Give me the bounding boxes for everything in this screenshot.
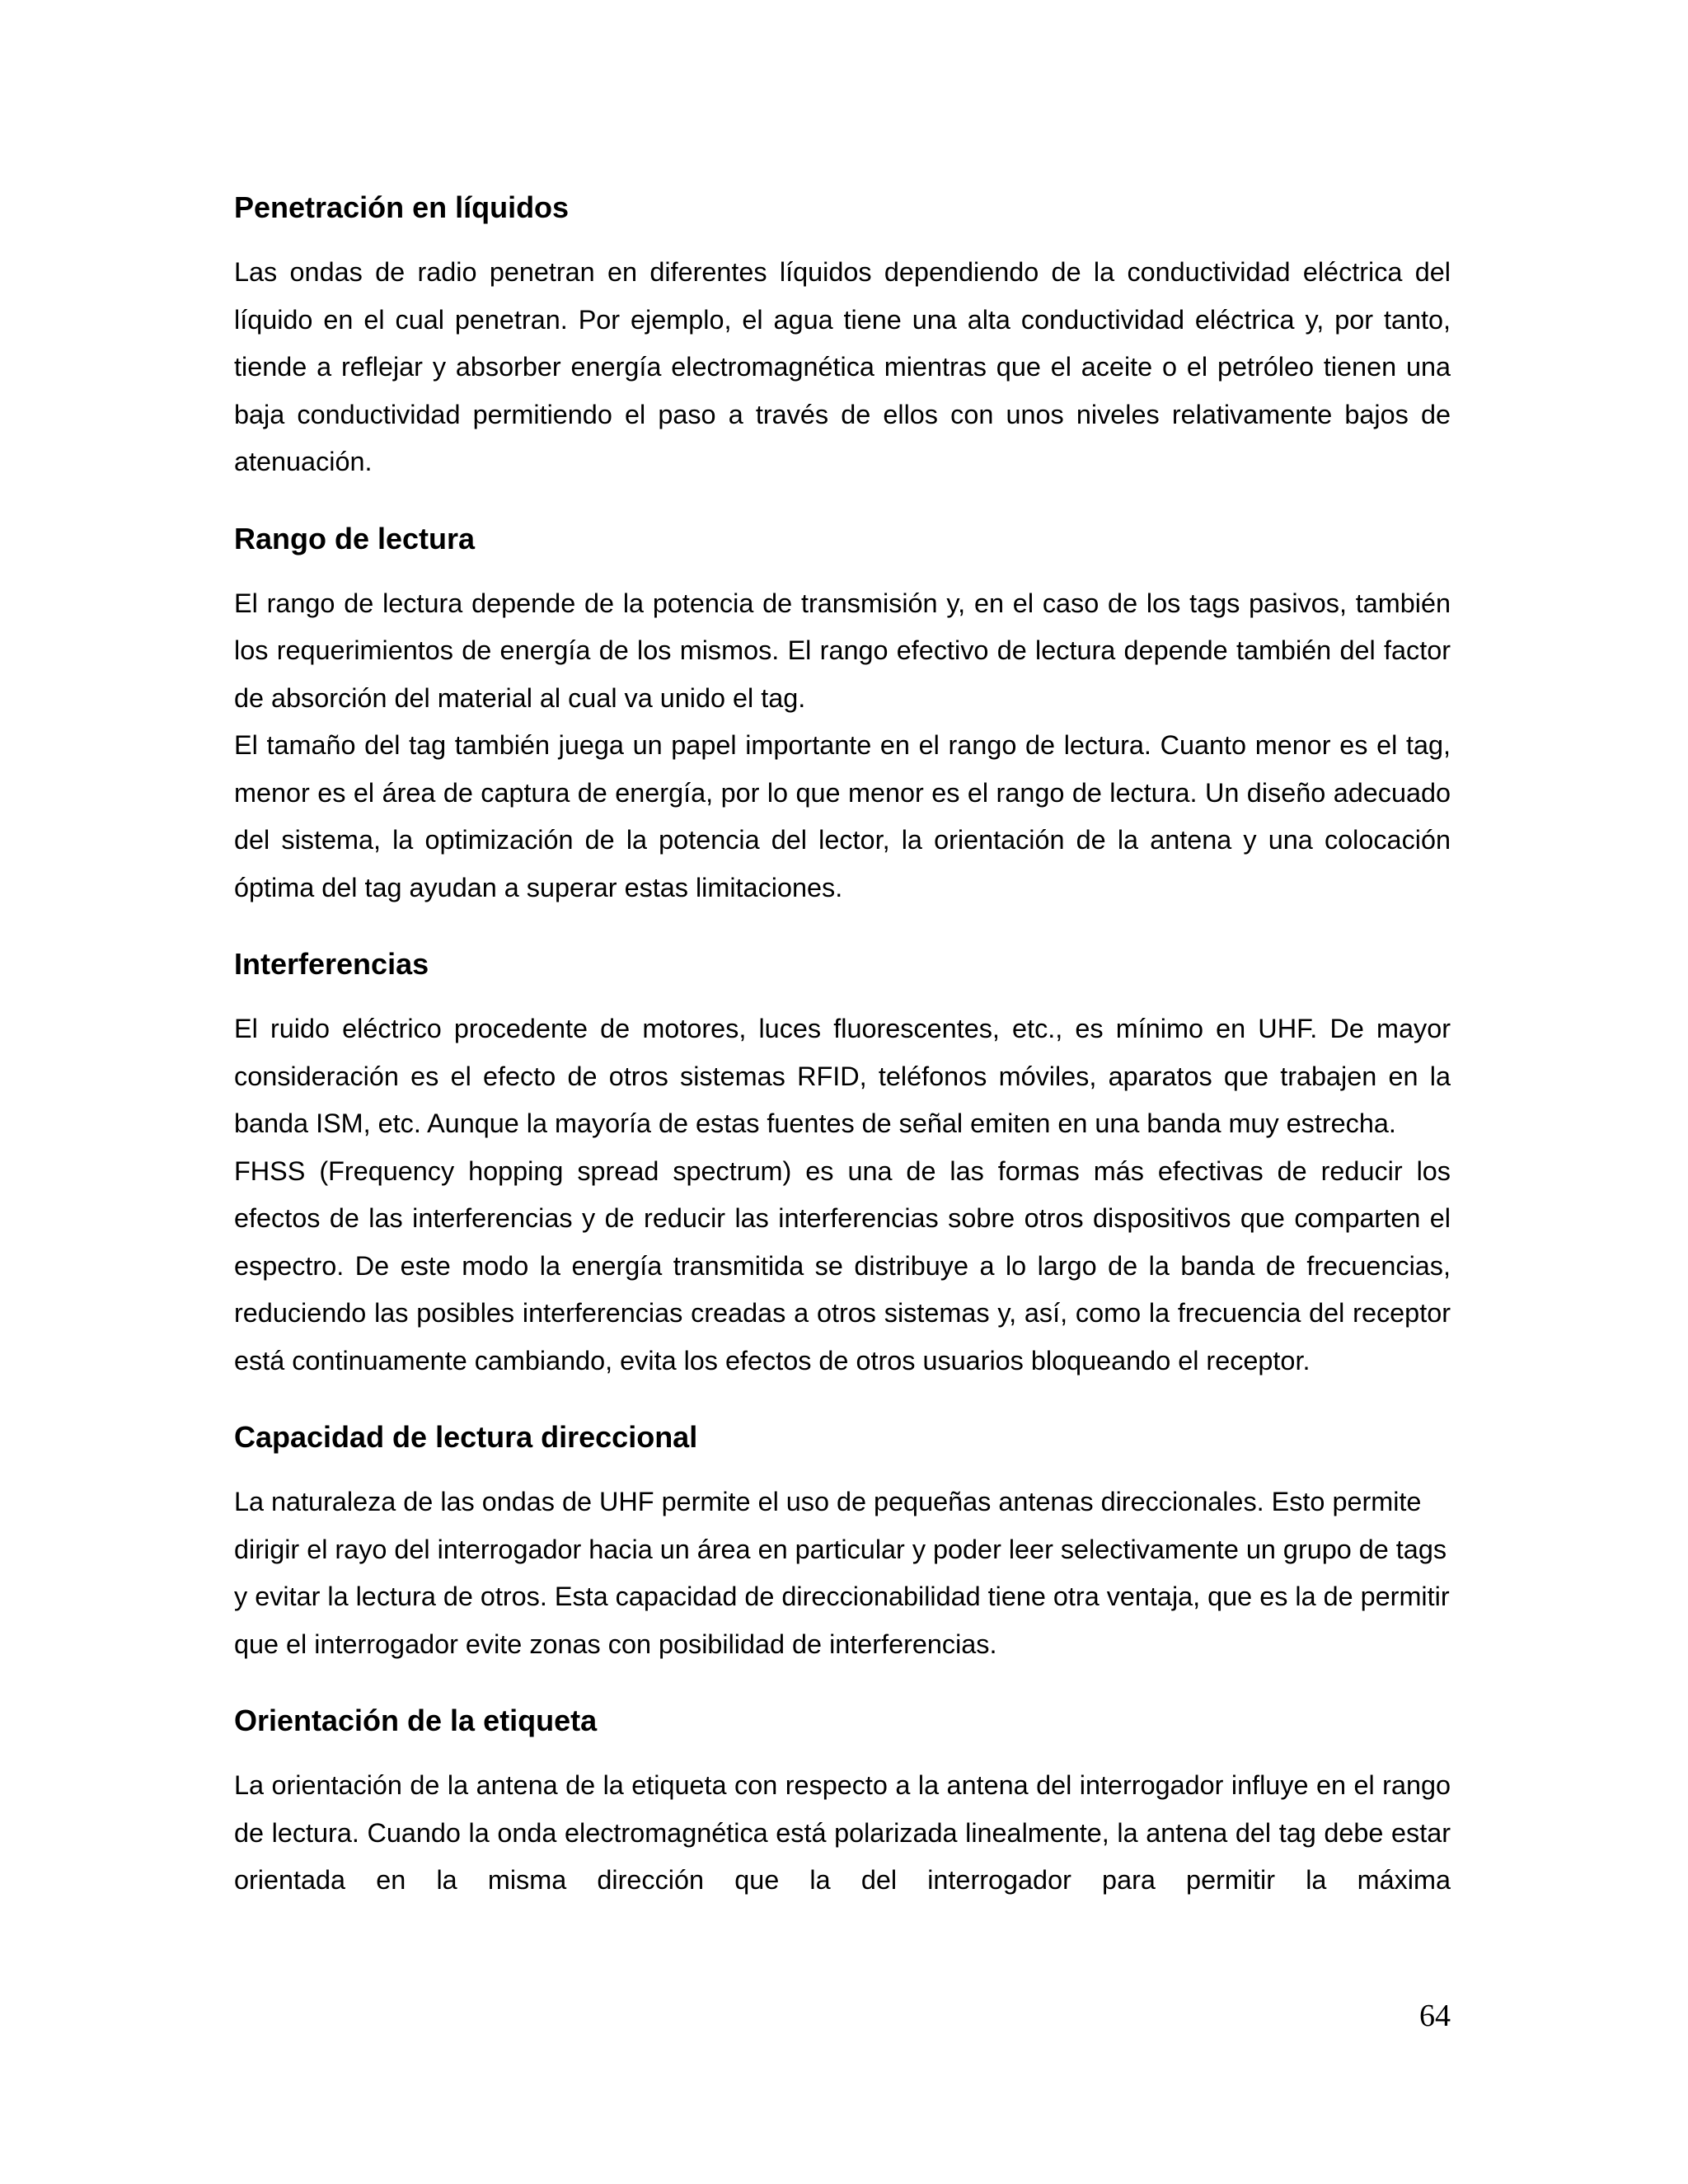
paragraph: La naturaleza de las ondas de UHF permite el uso de pequeñas antenas direccionales. Esto permite dirigir el rayo del interrogador hacia un área en particular y poder leer selectivamente un grupo de tags y evitar la lectura de otros. Esta capacidad de direccionabilidad tiene otra ventaja, que es la de permitir que el interrogador evite zonas con posibilidad de interferencias. [234,1487,1450,1659]
paragraph: Las ondas de radio penetran en diferentes líquidos dependiendo de la conductividad eléctrica del líquido en el cual penetran. Por ejemplo, el agua tiene una alta conductividad eléctrica y, por tanto, tiende a reflejar y absorber energía electromagnética mientras que el aceite o el petróleo tienen una baja conductividad permitiendo el paso a través de ellos con unos niveles relativamente bajos de atenuación. [234,257,1451,476]
section-orientacion-etiqueta [234,1703,1451,1905]
section-heading: Orientación de la etiqueta [234,1704,598,1737]
section-heading: Interferencias [234,947,429,981]
page-body [234,190,1451,1905]
section-heading: Rango de lectura [234,521,476,555]
section-penetracion-liquidos [234,190,1451,486]
section-heading: Penetración en líquidos [234,190,570,224]
page-number: 64 [1419,1999,1451,2033]
paragraph: El tamaño del tag también juega un papel importante en el rango de lectura. Cuanto menor es el tag, menor es el área de captura de energía, por lo que menor es el rango de lectura. Un diseño adecuado del sistema, la optimización de la potencia del lector, la orientación de la antena y una colocación óptima del tag ayudan a superar estas limitaciones. [234,730,1451,902]
paragraph: El rango de lectura depende de la potencia de transmisión y, en el caso de los tags pasivos, también los requerimientos de energía de los mismos. El rango efectivo de lectura depende también del factor de absorción del material al cual va unido el tag. [234,588,1451,713]
paragraph: El ruido eléctrico procedente de motores, luces fluorescentes, etc., es mínimo en UHF. De mayor consideración es el efecto de otros sistemas RFID, teléfonos móviles, aparatos que trabajen en la banda ISM, etc. Aunque la mayoría de estas fuentes de señal emiten en una banda muy estrecha. [234,1014,1451,1138]
section-capacidad-lectura-direccional [234,1419,1451,1668]
section-interferencias [234,946,1451,1385]
paragraph: FHSS (Frequency hopping spread spectrum) es una de las formas más efectivas de reducir los efectos de las interferencias y de reducir las interferencias sobre otros dispositivos que comparten el espectro. De este modo la energía transmitida se distribuye a lo largo de la banda de frecuencias, reduciendo las posibles interferencias creadas a otros sistemas y, así, como la frecuencia del receptor está continuamente cambiando, evita los efectos de otros usuarios bloqueando el receptor. [234,1155,1451,1376]
paragraph: La orientación de la antena de la etiqueta con respecto a la antena del interrogador influye en el rango de lectura. Cuando la onda electromagnética está polarizada linealmente, la antena del tag debe estar orientada en la misma dirección que la del interrogador para permitir la máxima [234,1770,1451,1895]
section-heading: Capacidad de lectura direccional [234,1420,698,1454]
section-rango-lectura [234,521,1451,912]
